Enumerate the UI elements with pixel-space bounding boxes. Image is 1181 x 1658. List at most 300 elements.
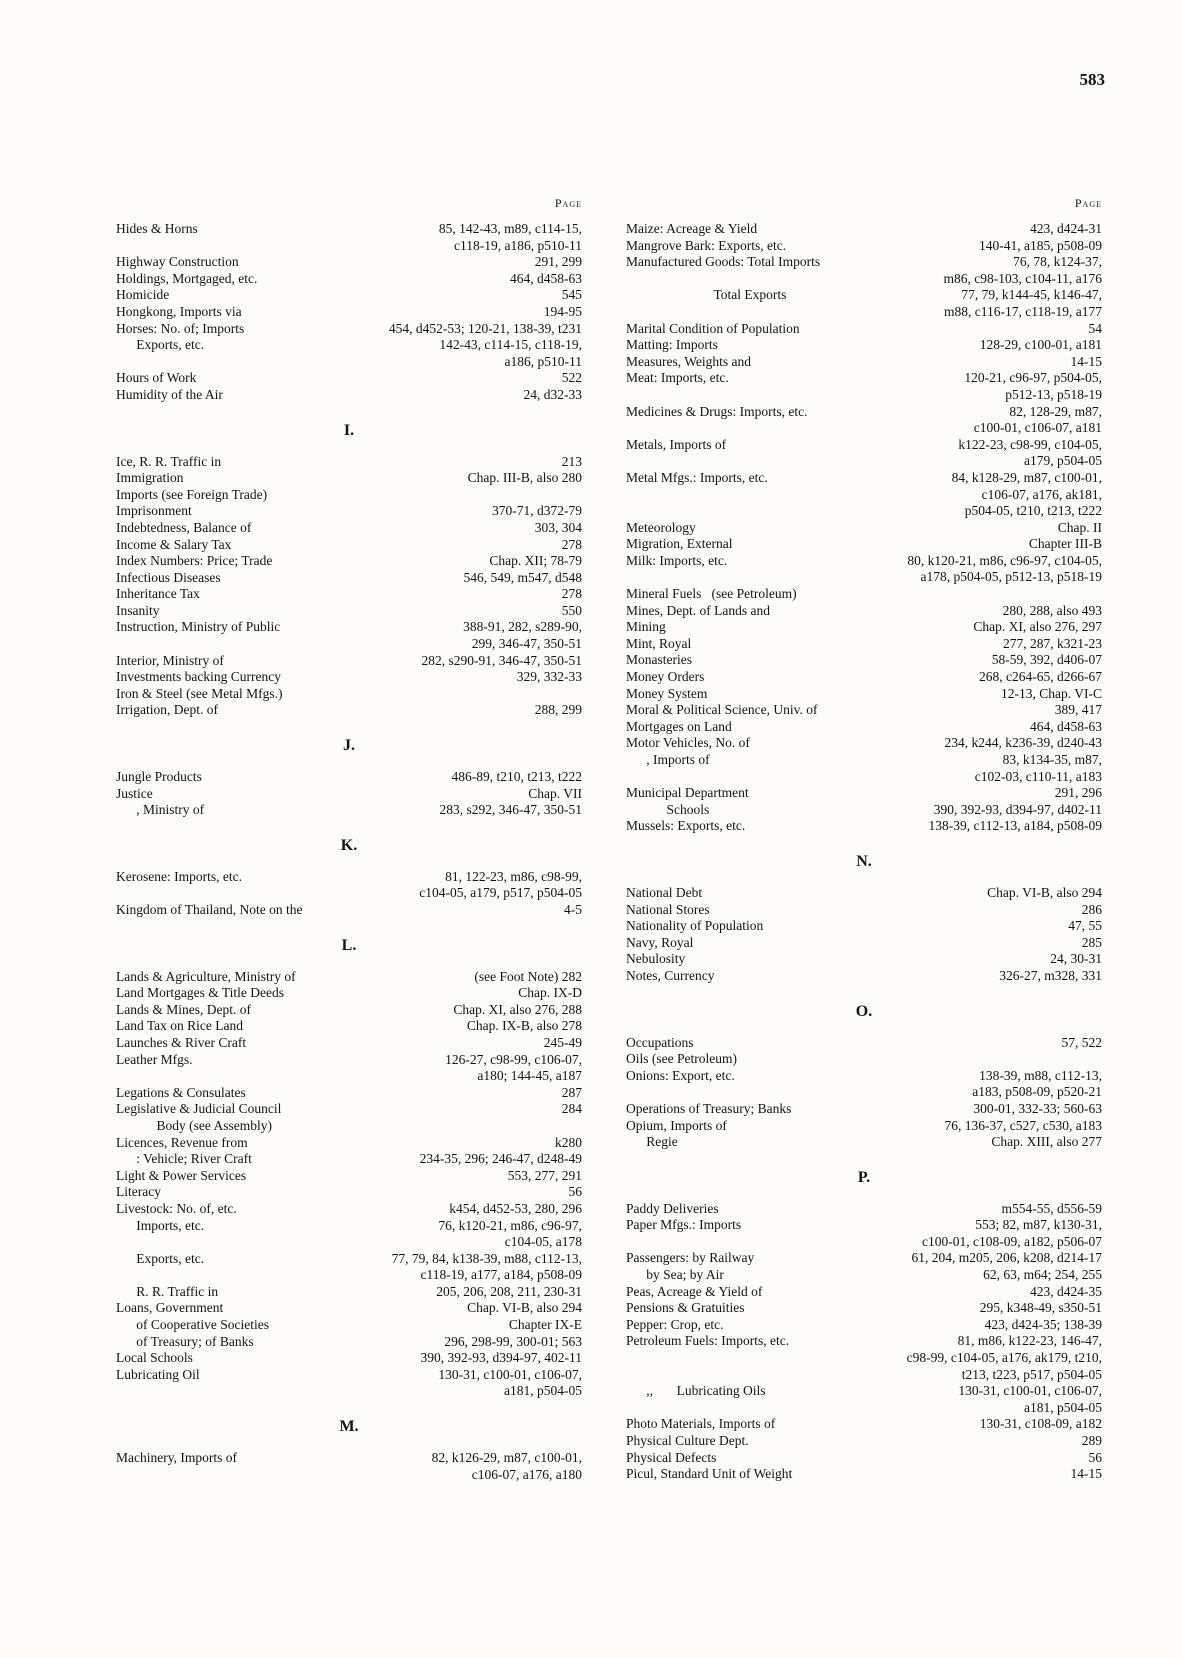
index-entry — [116, 287, 582, 304]
page-references: 277, 287, k321-23 — [1003, 635, 1102, 651]
index-entry — [116, 520, 582, 537]
page-references: 284 — [561, 1101, 582, 1117]
index-entry-continuation: 299, 346-47, 350-51 — [471, 636, 582, 652]
page-references: 423, d424-35 — [1030, 1283, 1102, 1299]
index-term: Pensions & Gratuities — [626, 1300, 745, 1316]
page-references: 24, 30-31 — [1050, 951, 1102, 967]
index-term: Nationality of Population — [626, 918, 764, 934]
index-entry — [626, 586, 1102, 603]
index-entry — [116, 487, 582, 504]
page-references: 291, 296 — [1054, 785, 1102, 801]
page-references: 76, 136-37, c527, c530, a183 — [944, 1117, 1102, 1133]
index-entry — [626, 652, 1102, 669]
index-entry — [116, 1334, 582, 1351]
index-term: Metal Mfgs.: Imports, etc. — [626, 469, 768, 485]
index-term: Irrigation, Dept. of — [116, 702, 218, 718]
index-entry — [626, 1134, 1102, 1151]
page-references: 326-27, m328, 331 — [999, 967, 1102, 983]
index-entry — [116, 1018, 582, 1035]
index-term: Imports, etc. — [116, 1217, 205, 1233]
page-number: 583 — [1079, 70, 1105, 89]
index-term: Schools — [626, 801, 710, 817]
index-term: Hongkong, Imports via — [116, 303, 242, 319]
index-entry — [626, 404, 1102, 421]
page-references: 545 — [561, 287, 582, 303]
page-references: 550 — [561, 602, 582, 618]
index-term: Onions: Export, etc. — [626, 1067, 735, 1083]
index-term: Index Numbers: Price; Trade — [116, 553, 273, 569]
index-term: Regie — [626, 1134, 678, 1150]
index-term: Municipal Department — [626, 785, 749, 801]
index-entry — [626, 935, 1102, 952]
index-term: Exports, etc. — [116, 337, 205, 353]
page-references: 140-41, a185, p508-09 — [979, 237, 1102, 253]
index-term: Occupations — [626, 1034, 694, 1050]
index-entry — [626, 818, 1102, 835]
page-references: 423, d424-31 — [1030, 221, 1102, 236]
page-references: 47, 55 — [1068, 918, 1102, 934]
index-term: Paddy Deliveries — [626, 1200, 719, 1216]
page-references: 84, k128-29, m87, c100-01, — [951, 469, 1102, 485]
index-entry-continuation: a179, p504-05 — [1024, 453, 1102, 469]
page-references: 268, c264-65, d266-67 — [979, 669, 1102, 685]
index-entry — [626, 702, 1102, 719]
index-entry — [626, 1217, 1102, 1234]
index-term: Launches & River Craft — [116, 1034, 247, 1050]
index-term: Kingdom of Thailand, Note on the — [116, 902, 303, 917]
index-entry — [116, 1300, 582, 1317]
index-term: Metals, Imports of — [626, 436, 727, 452]
page-references: 282, s290-91, 346-47, 350-51 — [421, 652, 582, 668]
section-letter: J. — [343, 737, 355, 755]
index-entry — [116, 686, 582, 703]
page-references: 77, 79, 84, k138-39, m88, c112-13, — [391, 1250, 582, 1266]
index-term: Humidity of the Air — [116, 386, 223, 402]
page-references: 370-71, d372-79 — [492, 503, 582, 519]
page-references: 464, d458-63 — [510, 270, 582, 286]
page-column-header: Page — [1074, 196, 1102, 210]
page-references: k280 — [555, 1134, 582, 1150]
index-term: Marital Condition of Population — [626, 320, 800, 336]
index-entry-continuation: m86, c98-103, c104-11, a176 — [943, 270, 1102, 286]
page-references: Chap. II — [1057, 519, 1102, 535]
page-references: 12-13, Chap. VI-C — [1001, 685, 1102, 701]
index-entry — [116, 1151, 582, 1168]
index-term: of Treasury; of Banks — [116, 1333, 254, 1349]
index-entry — [116, 603, 582, 620]
index-entry — [116, 321, 582, 338]
index-entry — [626, 1416, 1102, 1433]
index-term: Physical Culture Dept. — [626, 1433, 749, 1448]
page-references: 58-59, 392, d406-07 — [991, 652, 1102, 668]
page-references: Chap. XI, also 276, 297 — [973, 619, 1102, 635]
index-entry — [116, 969, 582, 986]
index-term: Navy, Royal — [626, 934, 694, 950]
index-entry-continuation: p512-13, p518-19 — [1005, 386, 1102, 402]
index-entry — [626, 669, 1102, 686]
index-term: Petroleum Fuels: Imports, etc. — [626, 1333, 790, 1349]
index-entry — [626, 1250, 1102, 1267]
section-letter: I. — [343, 421, 355, 439]
index-term: Lands & Agriculture, Ministry of — [116, 968, 296, 984]
index-term: Opium, Imports of — [626, 1117, 727, 1133]
page-references: 278 — [561, 586, 582, 602]
index-entry-continuation: c98-99, c104-05, a176, ak179, t210, — [906, 1350, 1102, 1366]
page-references: 120-21, c96-97, p504-05, — [964, 370, 1102, 386]
index-entry — [626, 1051, 1102, 1068]
index-entry — [626, 951, 1102, 968]
index-entry — [116, 985, 582, 1002]
index-entry — [116, 653, 582, 670]
index-term: National Stores — [626, 901, 710, 917]
page-references: 76, 78, k124-37, — [1013, 254, 1102, 270]
index-entry-continuation: c106-07, a176, ak181, — [981, 486, 1102, 502]
index-entry — [626, 1201, 1102, 1218]
index-term: Meat: Imports, etc. — [626, 370, 729, 386]
page-references: 546, 549, m547, d548 — [463, 569, 582, 585]
section-letter: N. — [856, 852, 872, 870]
index-term: Meteorology — [626, 519, 696, 535]
index-entry — [626, 470, 1102, 487]
page-references: 289 — [1081, 1433, 1102, 1448]
index-entry — [116, 1317, 582, 1334]
index-entry — [116, 619, 582, 636]
index-entry — [626, 619, 1102, 636]
page-references: 213 — [561, 453, 582, 469]
index-entry — [116, 869, 582, 886]
index-term: Income & Salary Tax — [116, 536, 232, 552]
section-letter: P. — [857, 1168, 871, 1186]
index-term: Insanity — [116, 602, 160, 618]
index-entry — [626, 785, 1102, 802]
page-references: 553; 82, m87, k130-31, — [975, 1217, 1102, 1233]
index-term: Motor Vehicles, No. of — [626, 735, 750, 751]
index-term: ,, Lubricating Oils — [626, 1383, 766, 1399]
index-entry — [626, 221, 1102, 238]
index-term: Medicines & Drugs: Imports, etc. — [626, 403, 808, 419]
page-references: 329, 332-33 — [516, 669, 582, 685]
index-entry-continuation: a181, p504-05 — [504, 1383, 582, 1399]
index-entry — [116, 1101, 582, 1118]
index-entry-continuation: a178, p504-05, p512-13, p518-19 — [920, 569, 1102, 585]
page-references: 81, 122-23, m86, c98-99, — [445, 868, 582, 884]
index-term: Migration, External — [626, 536, 733, 552]
page-references: 388-91, 282, s289-90, — [463, 619, 582, 635]
index-entry — [116, 1002, 582, 1019]
page-references: Chap. XIII, also 277 — [991, 1134, 1102, 1150]
page-references: 278 — [561, 536, 582, 552]
index-entry-continuation: m88, c116-17, c118-19, a177 — [944, 303, 1102, 319]
index-entry — [116, 786, 582, 803]
page-references: Chap. IX-B, also 278 — [466, 1018, 582, 1034]
index-term: Mortgages on Land — [626, 718, 732, 734]
index-term: Machinery, Imports of — [116, 1450, 237, 1466]
page-references: 300-01, 332-33; 560-63 — [973, 1100, 1102, 1116]
page-references: 130-31, c100-01, c106-07, — [958, 1383, 1102, 1399]
index-entry — [116, 1052, 582, 1069]
index-entry — [116, 470, 582, 487]
index-term: Homicide — [116, 287, 170, 303]
index-entry — [626, 968, 1102, 985]
page-references: 57, 522 — [1061, 1034, 1102, 1050]
page-references: 138-39, m88, c112-13, — [979, 1067, 1102, 1083]
index-entry — [626, 1300, 1102, 1317]
page-references: 205, 206, 208, 211, 230-31 — [436, 1283, 582, 1299]
index-entry — [626, 636, 1102, 653]
index-entry — [116, 902, 582, 919]
index-entry — [626, 1317, 1102, 1334]
index-entry — [116, 570, 582, 587]
page-references: Chapter IX-E — [508, 1317, 582, 1333]
index-term: Literacy — [116, 1184, 161, 1200]
index-entry — [116, 1168, 582, 1185]
index-term: Notes, Currency — [626, 967, 715, 983]
index-entry — [626, 1267, 1102, 1284]
index-term: Measures, Weights and — [626, 353, 752, 369]
page-references: 142-43, c114-15, c118-19, — [439, 337, 582, 353]
index-term: Money System — [626, 685, 708, 701]
index-term: Total Exports — [626, 287, 787, 303]
index-entry — [626, 885, 1102, 902]
index-term: Matting: Imports — [626, 337, 718, 353]
index-entry — [116, 271, 582, 288]
index-entry — [116, 1251, 582, 1268]
index-term: Peas, Acreage & Yield of — [626, 1283, 763, 1299]
page-references: 390, 392-93, d394-97, 402-11 — [420, 1350, 582, 1366]
index-entry — [116, 503, 582, 520]
page-references: 522 — [561, 370, 582, 386]
index-entry — [116, 702, 582, 719]
index-entry — [626, 238, 1102, 255]
page-references: 77, 79, k144-45, k146-47, — [961, 287, 1102, 303]
index-entry — [626, 1035, 1102, 1052]
index-term: Hours of Work — [116, 370, 197, 386]
index-term: Picul, Standard Unit of Weight — [626, 1466, 793, 1482]
index-term: Nebulosity — [626, 951, 686, 967]
index-term: , Imports of — [626, 752, 710, 767]
index-entry — [116, 537, 582, 554]
section-letter: M. — [339, 1418, 359, 1436]
index-entry — [626, 321, 1102, 338]
index-term: Indebtedness, Balance of — [116, 519, 252, 535]
page-references: 287 — [561, 1084, 582, 1100]
page-references: 390, 392-93, d394-97, d402-11 — [933, 801, 1102, 817]
index-term: Licences, Revenue from — [116, 1134, 248, 1150]
index-entry — [626, 1466, 1102, 1483]
page-references: 14-15 — [1070, 353, 1102, 369]
page-references: Chap. IX-D — [518, 985, 582, 1001]
page-references: 82, 128-29, m87, — [1009, 403, 1102, 419]
index-entry — [626, 520, 1102, 537]
index-entry — [116, 669, 582, 686]
index-term: Highway Construction — [116, 254, 239, 270]
index-entry-continuation: a183, p508-09, p520-21 — [972, 1084, 1102, 1100]
index-entry — [116, 1201, 582, 1218]
page-references: 81, m86, k122-23, 146-47, — [957, 1333, 1102, 1349]
index-entry — [116, 254, 582, 271]
page-references: 296, 298-99, 300-01; 563 — [444, 1333, 582, 1349]
index-term: Photo Materials, Imports of — [626, 1416, 776, 1432]
page-references: 130-31, c108-09, a182 — [979, 1416, 1102, 1432]
index-term: Mineral Fuels (see Petroleum) — [626, 586, 797, 602]
index-entry — [626, 1450, 1102, 1467]
index-entry — [116, 1350, 582, 1367]
index-term: Money Orders — [626, 669, 705, 685]
page-references: (see Foot Note) 282 — [474, 968, 582, 984]
index-entry-continuation: p504-05, t210, t213, t222 — [964, 503, 1102, 519]
index-entry — [116, 586, 582, 603]
index-term: Mint, Royal — [626, 635, 692, 651]
index-entry-continuation: c104-05, a179, p517, p504-05 — [419, 885, 582, 901]
page-references: 295, k348-49, s350-51 — [979, 1300, 1102, 1316]
index-column-left — [116, 196, 582, 1483]
index-entry — [626, 1101, 1102, 1118]
index-term: Moral & Political Science, Univ. of — [626, 702, 818, 718]
index-entry — [116, 802, 582, 819]
index-term: Operations of Treasury; Banks — [626, 1100, 792, 1116]
index-term: of Cooperative Societies — [116, 1317, 269, 1333]
index-entry — [116, 1284, 582, 1301]
index-entry — [116, 1450, 582, 1467]
index-entry — [626, 1068, 1102, 1085]
index-term: Loans, Government — [116, 1300, 224, 1316]
index-term: Lands & Mines, Dept. of — [116, 1001, 251, 1017]
page-references: 291, 299 — [534, 254, 582, 270]
page-references: 194-95 — [543, 303, 582, 319]
index-entry — [626, 735, 1102, 752]
index-term: Body (see Assembly) — [116, 1117, 272, 1133]
page-references: Chap. III-B, also 280 — [467, 470, 582, 486]
index-term: Mining — [626, 619, 666, 635]
page-references: 56 — [1088, 1449, 1102, 1465]
page-references: 234, k244, k236-39, d240-43 — [944, 735, 1102, 751]
page-references: 83, k134-35, m87, — [1002, 752, 1102, 767]
index-entry — [116, 304, 582, 321]
index-term: Mines, Dept. of Lands and — [626, 602, 770, 618]
index-entry-continuation: c100-01, c108-09, a182, p506-07 — [922, 1233, 1102, 1249]
index-term: Holdings, Mortgaged, etc. — [116, 270, 258, 286]
index-term: Manufactured Goods: Total Imports — [626, 254, 821, 270]
index-entry — [116, 1118, 582, 1135]
index-term: Iron & Steel (see Metal Mfgs.) — [116, 685, 283, 701]
index-term: Land Tax on Rice Land — [116, 1018, 244, 1034]
index-entry — [626, 1383, 1102, 1400]
index-term: Jungle Products — [116, 769, 202, 785]
index-entry-continuation: c100-01, c106-07, a181 — [973, 420, 1102, 436]
index-entry — [626, 1284, 1102, 1301]
index-entry — [626, 337, 1102, 354]
index-term: Mangrove Bark: Exports, etc. — [626, 237, 787, 253]
index-term: Lubricating Oil — [116, 1366, 200, 1382]
index-term: , Ministry of — [116, 802, 205, 818]
index-term: Kerosene: Imports, etc. — [116, 868, 242, 884]
index-entry — [626, 752, 1102, 769]
page-references: 76, k120-21, m86, c96-97, — [438, 1217, 582, 1233]
page-references: Chap. XI, also 276, 288 — [453, 1001, 582, 1017]
index-term: Pepper: Crop, etc. — [626, 1316, 724, 1332]
index-entry — [116, 221, 582, 238]
index-term: Oils (see Petroleum) — [626, 1051, 737, 1067]
index-term: Hides & Horns — [116, 221, 198, 236]
index-term: Land Mortgages & Title Deeds — [116, 985, 284, 1001]
index-term: Physical Defects — [626, 1449, 717, 1465]
index-term: Inheritance Tax — [116, 586, 200, 602]
index-entry — [116, 1184, 582, 1201]
page-references: 286 — [1081, 901, 1102, 917]
index-entry — [116, 769, 582, 786]
index-term: Instruction, Ministry of Public — [116, 619, 281, 635]
index-entry — [626, 1118, 1102, 1135]
index-entry-continuation: c118-19, a186, p510-11 — [454, 237, 582, 253]
index-term: Justice — [116, 785, 153, 801]
index-term: Maize: Acreage & Yield — [626, 221, 758, 236]
index-entry — [626, 370, 1102, 387]
page-references: 280, 288, also 493 — [1002, 602, 1102, 618]
index-entry-continuation: c118-19, a177, a184, p508-09 — [420, 1267, 582, 1283]
index-entry — [626, 902, 1102, 919]
page-references: 126-27, c98-99, c106-07, — [445, 1051, 582, 1067]
index-entry — [116, 387, 582, 404]
page-references: 14-15 — [1070, 1466, 1102, 1482]
page-references: Chap. XII; 78-79 — [489, 553, 582, 569]
page-references: k454, d452-53, 280, 296 — [449, 1200, 582, 1216]
index-entry — [116, 1085, 582, 1102]
index-term: Monasteries — [626, 652, 692, 668]
index-entry — [626, 354, 1102, 371]
index-entries-left — [116, 221, 582, 1483]
index-term: Interior, Ministry of — [116, 652, 224, 668]
page-references: 423, d424-35; 138-39 — [984, 1316, 1102, 1332]
index-entry — [116, 454, 582, 471]
index-entry-continuation: a180; 144-45, a187 — [477, 1068, 582, 1084]
index-term: Imports (see Foreign Trade) — [116, 486, 268, 502]
index-term: R. R. Traffic in — [116, 1283, 219, 1299]
page-references: 85, 142-43, m89, c114-15, — [438, 221, 582, 236]
page-references: Chapter III-B — [1028, 536, 1102, 552]
index-entry — [116, 1367, 582, 1384]
page-references: 56 — [568, 1184, 582, 1200]
page-references: 234-35, 296; 246-47, d248-49 — [419, 1151, 582, 1167]
page-references: Chap. VI-B, also 294 — [467, 1300, 582, 1316]
index-term: Investments backing Currency — [116, 669, 281, 685]
index-term: Leather Mfgs. — [116, 1051, 193, 1067]
index-entry — [626, 1333, 1102, 1350]
index-entry — [626, 802, 1102, 819]
index-term: Passengers: by Railway — [626, 1250, 755, 1266]
page-references: 80, k120-21, m86, c96-97, c104-05, — [907, 552, 1102, 568]
index-term: Immigration — [116, 470, 184, 486]
section-letter: L. — [341, 936, 357, 954]
index-entry-continuation: t213, t223, p517, p504-05 — [961, 1366, 1102, 1382]
section-letter: O. — [855, 1002, 873, 1020]
index-entry — [116, 370, 582, 387]
index-entry-continuation: c106-07, a176, a180 — [471, 1466, 582, 1482]
index-entry — [626, 1433, 1102, 1450]
index-entry — [626, 254, 1102, 271]
page-references: k122-23, c98-99, c104-05, — [958, 436, 1102, 452]
index-term: Local Schools — [116, 1350, 193, 1366]
page-references: 303, 304 — [534, 519, 582, 535]
page-references: 24, d32-33 — [523, 386, 582, 402]
index-entry — [626, 686, 1102, 703]
index-column-right — [626, 196, 1102, 1483]
index-entry — [626, 536, 1102, 553]
page-references: 130-31, c100-01, c106-07, — [438, 1366, 582, 1382]
page-references: 288, 299 — [534, 702, 582, 718]
index-term: Milk: Imports, etc. — [626, 552, 728, 568]
page-references: 61, 204, m205, 206, k208, d214-17 — [911, 1250, 1102, 1266]
page-references: 62, 63, m64; 254, 255 — [983, 1267, 1102, 1283]
